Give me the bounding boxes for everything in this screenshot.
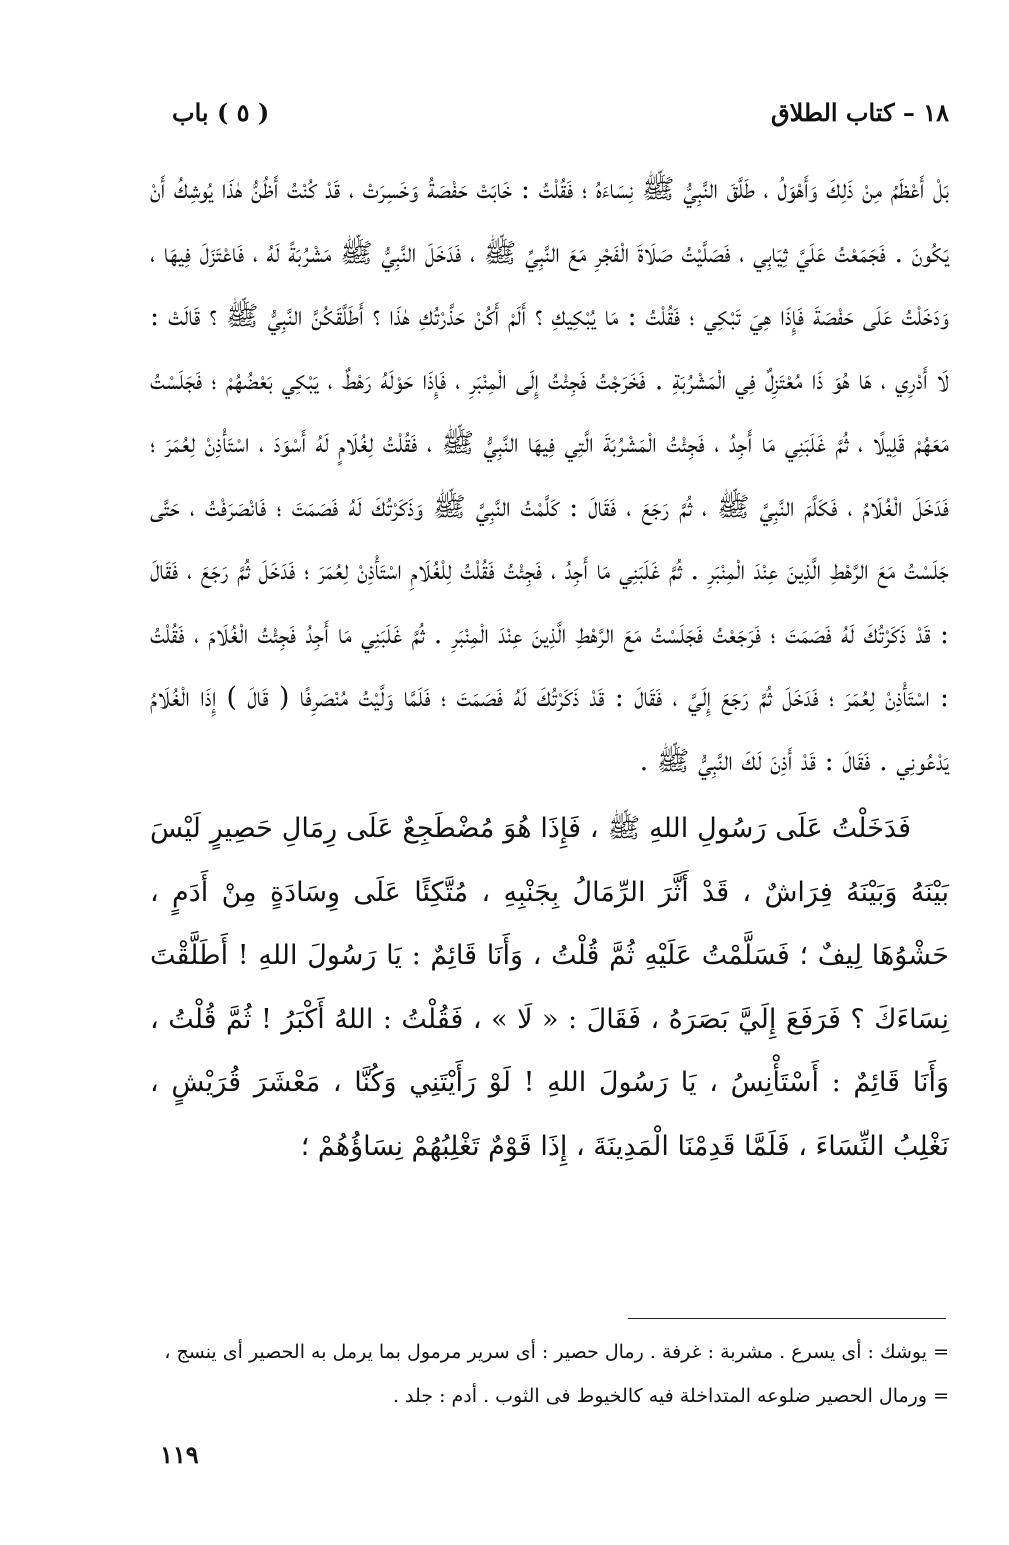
running-title: ١٨ – كتاب الطلاق [770,97,949,127]
footnote-divider [628,1318,946,1319]
footnote-line-2: = ورمال الحصير ضلوعه المتداخلة فيه كالخيوط فى الثوب . أدم : جلد . [392,1385,949,1407]
footnotes [112,1330,949,1418]
page-number: ١١٩ [160,1440,199,1469]
paragraph-1: بَلْ أَعْظَمُ مِنْ ذَلِكَ وَأَهْوَلُ ، طَلَّقَ النَّبِيُّ ﷺ نِسَاءَهُ ؛ فَقُلْتُ : خَابَتْ حَفْصَةُ وَخَسِرَتْ ، قَدْ كُنْتُ أَظُنُّ هٰذَا يُوشِكُ أَنْ يَكُونَ . فَجَمَعْتُ عَلَيَّ ثِيَابِي ، فَصَلَّيْتُ صَلَاةَ الْفَجْرِ مَعَ النَّبِيِّ ﷺ ، فَدَخَلَ النَّبِيُّ ﷺ مَشْرُبَةً لَهُ ، فَاعْتَزَلَ فِيهَا ، وَدَخَلْتُ عَلَى حَفْصَةَ فَإِذَا هِيَ تَبْكِي ؛ فَقُلْتُ : مَا يُبْكِيكِ ؟ أَلَمْ أَكُنْ حَذَّرْتُكِ هٰذَا ؟ أَطَلَّقَكُنَّ النَّبِيُّ ﷺ ؟ قَالَتْ : لَا أَدْرِي ، هَا هُوَ ذَا مُعْتَزِلٌ فِي الْمَشْرُبَةِ . فَخَرَجْتُ فَجِئْتُ إِلَى الْمِنْبَرِ ، فَإِذَا حَوْلَهُ رَهْطٌ ، يَبْكِي بَعْضُهُمْ ؛ فَجَلَسْتُ مَعَهُمْ قَلِيلًا ، ثُمَّ غَلَبَنِي مَا أَجِدُ ، فَجِئْتُ الْمَشْرُبَةَ الَّتِي فِيهَا النَّبِيُّ ﷺ ، فَقُلْتُ لِغُلَامٍ لَهُ أَسْوَدَ ، اسْتَأْذِنْ لِعُمَرَ ؛ فَدَخَلَ الْغُلَامُ ، فَكَلَّمَ النَّبِيَّ ﷺ ، ثُمَّ رَجَعَ ، فَقَالَ : كَلَّمْتُ النَّبِيَّ ﷺ وَذَكَرْتُكَ لَهُ فَصَمَتَ ؛ فَانْصَرَفْتُ ، حَتَّى جَلَسْتُ مَعَ الرَّهْطِ الَّذِينَ عِنْدَ الْمِنْبَرِ . ثُمَّ غَلَبَنِي مَا أَجِدُ ، فَجِئْتُ فَقُلْتُ لِلْغُلَامِ اسْتَأْذِنْ لِعُمَرَ ؛ فَدَخَلَ ثُمَّ رَجَعَ ، فَقَالَ : قَدْ ذَكَرْتُكَ لَهُ فَصَمَتَ ؛ فَرَجَعْتُ فَجَلَسْتُ مَعَ الرَّهْطِ الَّذِينَ عِنْدَ الْمِنْبَرِ . ثُمَّ غَلَبَنِي مَا أَجِدُ فَجِئْتُ الْغُلَامَ ، فَقُلْتُ : اسْتَأْذِنْ لِعُمَرَ ؛ فَدَخَلَ ثُمَّ رَجَعَ إِلَيَّ ، فَقَالَ : قَدْ ذَكَرْتُكَ لَهُ فَصَمَتَ ؛ فَلَمَّا وَلَّيْتُ مُنْصَرِفًا ( قَالَ ) إِذَا الْغُلَامُ يَدْعُونِي . فَقَالَ : قَدْ أَذِنَ لَكَ النَّبِيُّ ﷺ . [150,174,949,777]
paragraph-2: فَدَخَلْتُ عَلَى رَسُولِ اللهِ ﷺ ، فَإِذَا هُوَ مُضْطَجِعٌ عَلَى رِمَالِ حَصِيرٍ لَيْسَ بَيْنَهُ وَبَيْنَهُ فِرَاشٌ ، قَدْ أَثَّرَ الرِّمَالُ بِجَنْبِهِ ، مُتَّكِئًا عَلَى وِسَادَةٍ مِنْ أَدَمٍ ، حَشْوُهَا لِيفٌ ؛ فَسَلَّمْتُ عَلَيْهِ ثُمَّ قُلْتُ ، وَأَنَا قَائِمٌ : يَا رَسُولَ اللهِ ! أَطَلَّقْتَ نِسَاءَكَ ؟ فَرَفَعَ إِلَيَّ بَصَرَهُ ، فَقَالَ : « لَا » ، فَقُلْتُ : اللهُ أَكْبَرُ ! ثُمَّ قُلْتُ ، وَأَنَا قَائِمٌ : أَسْتَأْنِسُ ، يَا رَسُولَ اللهِ ! لَوْ رَأَيْتَنِي وَكُنَّا ، مَعْشَرَ قُرَيْشٍ ، نَغْلِبُ النِّسَاءَ ، فَلَمَّا قَدِمْنَا الْمَدِينَةَ ، إِذَا قَوْمٌ تَغْلِبُهُمْ نِسَاؤُهُمْ ؛ [150,813,949,1162]
chapter-label: ( ٥ ) باب [172,97,270,127]
main-text [150,158,949,1178]
footnote-line-1: = يوشك : أى يسرع . مشربة : غرفة . رمال حصير : أى سرير مرمول بما يرمل به الحصير أى ينسج ، [164,1341,949,1363]
page-header [172,92,949,132]
